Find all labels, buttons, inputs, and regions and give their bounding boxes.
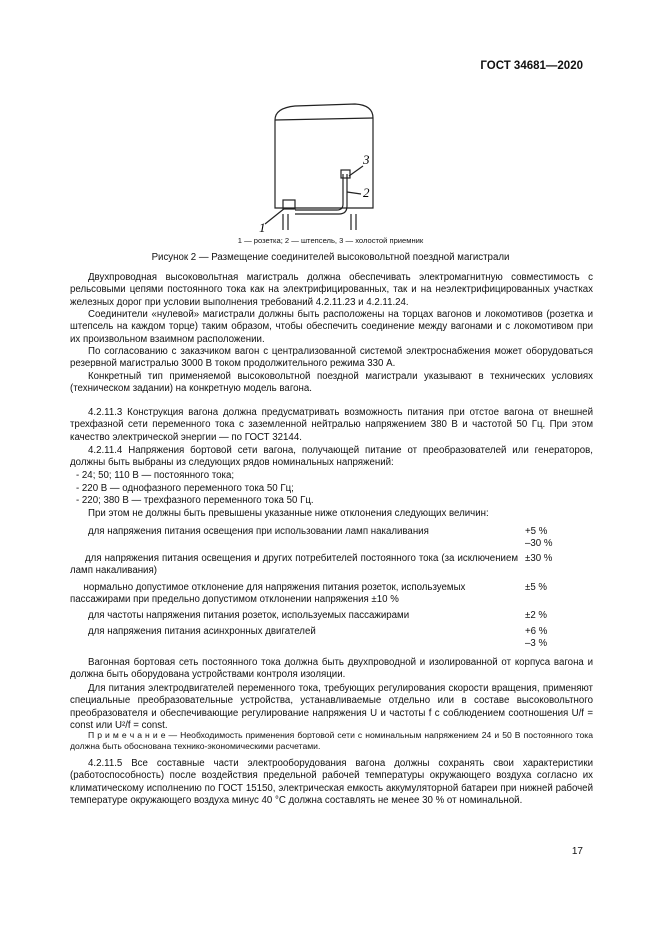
paragraph: По согласованию с заказчиком вагон с централизованной системой электроснабжения может оборудоваться резервной магистралью 3000 В током продолжительного режима 330 А.	[70, 346, 593, 370]
deviation-label: для напряжения питания асинхронных двигателей	[88, 626, 316, 637]
paragraph: Для питания электродвигателей переменного тока, требующих регулирования скорости вращения, применяют специальные преобразовательные устройства, устанавливаемые отдельно или в составе высоковольтного преобразователя и обеспечивающие регулирование напряжения U и частоты f с соблюдением соотношения U/f = const или U²/f = const.	[70, 683, 593, 732]
deviation-value: ±5 %	[525, 582, 548, 593]
figure-legend: 1 — розетка; 2 — штепсель, 3 — холостой приемник	[237, 236, 424, 245]
paragraph: Двухпроводная высоковольтная магистраль должна обеспечивать электромагнитную совместимость с рельсовыми цепями постоянного тока как на электрифицированных, так и на неэлектрифицированных участках железных дорог при условии выполнения требований 4.2.11.23 и 4.2.11.24.	[70, 272, 593, 308]
label-2: 2	[363, 185, 370, 200]
paragraph: 4.2.11.5 Все составные части электрооборудования вагона должны сохранять свои характеристики (работоспособность) после воздействия предельной рабочей температуры окружающего воздуха согласно их климатическому исполнению по ГОСТ 15150, электрическая емкость аккумуляторной батареи при нижней рабочей температуре окружающего воздуха минус 40 °С должна составлять не менее 30 % от номинальной.	[70, 758, 593, 807]
note: П р и м е ч а н и е — Необходимость применения бортовой сети с номинальным напряжением 24 и 50 В постоянного тока должна быть обоснована технико-экономическими расчетами.	[70, 730, 593, 751]
deviation-value-2: –3 %	[525, 638, 548, 649]
deviation-value: +6 %	[525, 626, 548, 637]
deviation-value-2: –30 %	[525, 538, 553, 549]
deviation-label: для напряжения питания освещения при использовании ламп накаливания	[88, 526, 429, 537]
paragraph: 4.2.11.4 Напряжения бортовой сети вагона, получающей питание от преобразователей или генераторов, должны быть выбраны из следующих рядов номинальных напряжений:	[70, 445, 593, 469]
connector-figure	[255, 100, 395, 240]
deviation-label	[70, 582, 510, 607]
label-3: 3	[363, 152, 370, 167]
paragraph: Конкретный тип применяемой высоковольтной поездной магистрали указывают в технических условиях (техническом задании) на конкретную модель вагона.	[70, 371, 593, 395]
deviation-label-text: для напряжения питания освещения и других потребителей постоянного тока (за исключением ламп накаливания)	[70, 553, 518, 577]
paragraph: Соединители «нулевой» магистрали должны быть расположены на торцах вагонов и локомотивов (розетка и штепсель на каждом торце) таким образом, чтобы обеспечить соединение между вагонами и с локомотивом при их произвольном взаимном расположении.	[70, 309, 593, 345]
deviation-label: для частоты напряжения питания розеток, используемых пассажирами	[88, 610, 410, 621]
deviation-label-text: нормально допустимое отклонение для напряжения питания розеток, используемых пассажирами при предельно допустимом отклонении напряжения ±10 %	[70, 582, 466, 606]
dummy-receiver	[341, 170, 350, 178]
list-item: - 220 В — однофазного переменного тока 50 Гц;	[76, 483, 294, 494]
page-number: 17	[571, 846, 583, 857]
list-item: - 220; 380 В — трехфазного переменного тока 50 Гц.	[76, 495, 314, 506]
paragraph: 4.2.11.3 Конструкция вагона должна предусматривать возможность питания при отстое вагона от внешней трехфазной сети переменного тока с заземленной нейтралью напряжением 380 В и частотой 50 Гц. При этом качество электрической энергии — по ГОСТ 32144.	[70, 407, 593, 443]
figure-caption: Рисунок 2 — Размещение соединителей высоковольтной поездной магистрали	[151, 252, 510, 263]
paragraph: Вагонная бортовая сеть постоянного тока должна быть двухпроводной и изолированной от корпуса вагона и должна быть оборудована устройствами контроля изоляции.	[70, 657, 593, 681]
document-header: ГОСТ 34681—2020	[480, 60, 583, 72]
list-item: - 24; 50; 110 В — постоянного тока;	[76, 470, 235, 481]
deviation-value: +5 %	[525, 526, 548, 537]
cable	[295, 174, 343, 210]
deviation-value: ±30 %	[525, 553, 553, 564]
deviation-value: ±2 %	[525, 610, 548, 621]
paragraph: При этом не должны быть превышены указанные ниже отклонения следующих величин:	[88, 508, 489, 519]
label-1: 1	[259, 220, 266, 235]
deviation-label	[70, 553, 518, 578]
